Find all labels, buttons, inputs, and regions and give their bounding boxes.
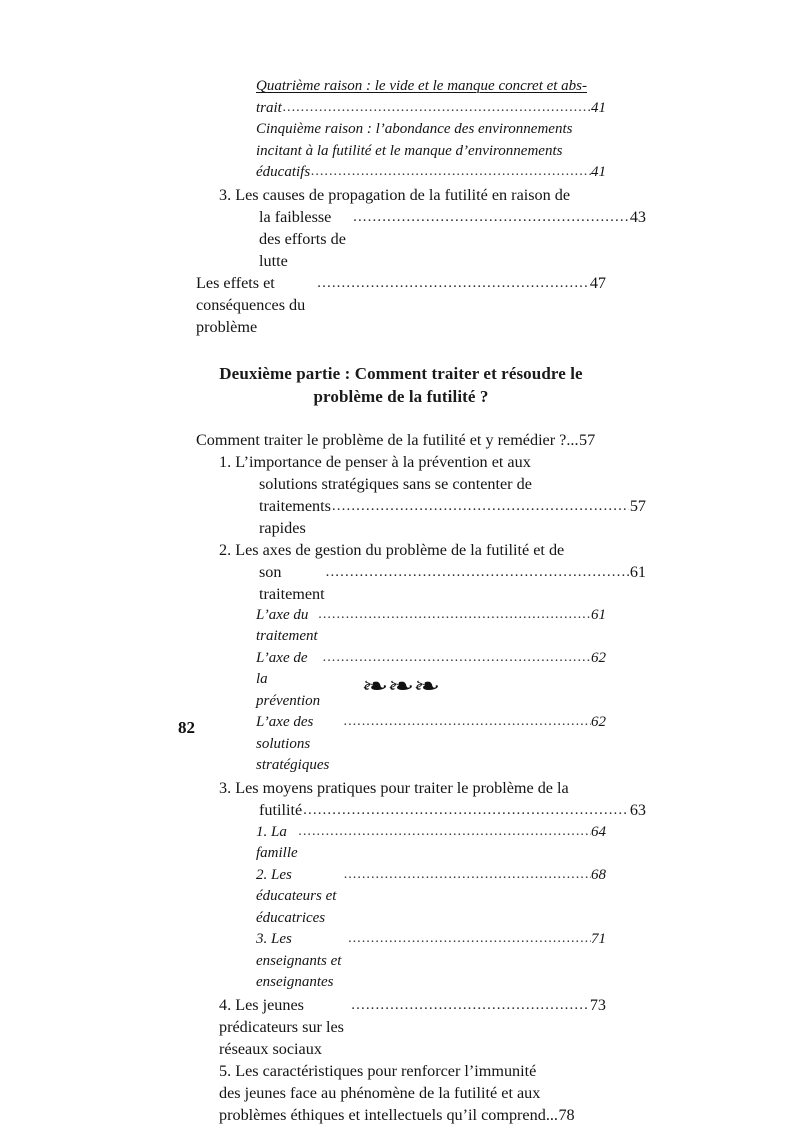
- toc-entry-continuation: éducatifs: [256, 164, 311, 180]
- toc-entry[interactable]: [256, 76, 606, 119]
- toc-page-number: 64: [591, 823, 606, 840]
- page-number-folio: 82: [178, 718, 195, 737]
- short-dot-leader: ...: [545, 1105, 558, 1124]
- toc-page-number: 78: [558, 1105, 575, 1124]
- toc-entry-continuation: futilité: [259, 800, 303, 819]
- toc-page-number: 41: [591, 99, 606, 116]
- toc-entry[interactable]: [256, 865, 606, 930]
- dot-leader: [332, 495, 629, 517]
- dot-leader: [326, 561, 630, 583]
- spacer: [196, 408, 606, 429]
- toc-entry[interactable]: [219, 451, 646, 539]
- toc-page-number: 43: [629, 207, 646, 226]
- toc-entry-continuation: traitements rapides: [259, 496, 335, 537]
- dot-leader: [311, 161, 590, 183]
- table-of-contents: [196, 76, 646, 1126]
- toc-entry[interactable]: [219, 777, 646, 822]
- toc-entry[interactable]: [219, 539, 646, 605]
- toc-entry-continuation: la faiblesse des efforts de lutte: [259, 207, 350, 270]
- toc-entry-text-line2: incitant à la futilité et le manque d’environnements: [256, 142, 563, 159]
- toc-entry-text: 4. Les jeunes prédicateurs sur les réseaux sociaux: [219, 995, 349, 1058]
- toc-page-number: 63: [629, 800, 646, 819]
- toc-entry-continuation: son traitement: [259, 562, 325, 603]
- toc-page-number: 71: [591, 931, 606, 947]
- toc-page-number: 61: [629, 562, 646, 581]
- dot-leader: [351, 994, 589, 1016]
- toc-entry-text: Les effets et conséquences du problème: [196, 273, 310, 336]
- toc-entry[interactable]: [219, 994, 606, 1060]
- toc-entry[interactable]: [196, 429, 606, 451]
- toc-page-number: 73: [589, 995, 606, 1014]
- toc-entry-text: Cinquième raison : l’abondance des environnements: [256, 121, 573, 137]
- toc-page-number: 57: [629, 496, 646, 515]
- dot-leader: [348, 928, 590, 950]
- toc-entry-text: 2. Les éducateurs et éducatrices: [256, 866, 341, 926]
- toc-page-number: 68: [591, 866, 606, 883]
- toc-entry[interactable]: [256, 119, 606, 184]
- dot-leader: [344, 864, 590, 886]
- toc-entry-text: L’axe des solutions stratégiques: [256, 714, 330, 773]
- part-heading-line1: Deuxième partie : Comment traiter et résoudre le: [219, 363, 583, 383]
- toc-page-number: 57: [579, 430, 596, 449]
- toc-entry-text: L’axe du traitement: [256, 606, 318, 644]
- toc-entry[interactable]: [219, 1060, 606, 1126]
- part-heading-line2: problème de la futilité ?: [313, 386, 489, 406]
- toc-entry-text: 5. Les caractéristiques pour renforcer l’immunité: [219, 1061, 537, 1080]
- toc-entry[interactable]: [256, 822, 606, 865]
- toc-entry-text: Comment traiter le problème de la futilité et y remédier ?: [196, 430, 567, 449]
- dot-leader: [299, 821, 591, 843]
- toc-entry-text-line2: des jeunes face au phénomène de la futilité et aux: [219, 1083, 541, 1102]
- fleuron-divider-icon: [0, 672, 800, 702]
- toc-entry[interactable]: [196, 272, 606, 338]
- ornament-glyph: ❧❧❧: [361, 673, 439, 700]
- toc-page-number: 41: [591, 164, 606, 180]
- toc-entry-text: 2. Les axes de gestion du problème de la futilité et de: [219, 540, 565, 559]
- dot-leader: [303, 799, 629, 821]
- toc-entry-text-line3: problèmes éthiques et intellectuels qu’il comprend: [219, 1105, 546, 1124]
- dot-leader: [344, 711, 591, 733]
- dot-leader: [323, 647, 590, 669]
- toc-page-number: 62: [591, 714, 606, 730]
- toc-entry-text: L’axe de la prévention: [256, 649, 321, 709]
- toc-entry-text-line2: solutions stratégiques sans se contenter de: [259, 474, 532, 493]
- toc-entry-text: 1. L’importance de penser à la prévention et aux: [219, 452, 531, 471]
- toc-entry[interactable]: [256, 929, 606, 994]
- toc-entry-text: 3. Les moyens pratiques pour traiter le problème de la: [219, 778, 569, 797]
- short-dot-leader: ...: [566, 430, 579, 449]
- toc-entry-text: 1. La famille: [256, 823, 298, 861]
- toc-entry-continuation: trait: [256, 99, 282, 116]
- toc-entry[interactable]: [219, 184, 646, 272]
- toc-entry-text: 3. Les enseignants et enseignantes: [256, 931, 346, 990]
- dot-leader: [319, 604, 591, 626]
- toc-entry[interactable]: [256, 712, 606, 777]
- toc-page-number: 47: [589, 273, 606, 292]
- dot-leader: [317, 272, 589, 294]
- toc-page-number: 61: [591, 606, 606, 623]
- toc-page-number: 62: [591, 649, 606, 666]
- dot-leader: [283, 97, 591, 119]
- dot-leader: [353, 206, 629, 228]
- part-heading: [196, 362, 606, 408]
- toc-entry[interactable]: [256, 605, 606, 648]
- toc-entry-text: Quatrième raison : le vide et le manque concret et abs-: [256, 78, 588, 94]
- toc-entry-text: 3. Les causes de propagation de la futilité en raison de: [219, 185, 571, 204]
